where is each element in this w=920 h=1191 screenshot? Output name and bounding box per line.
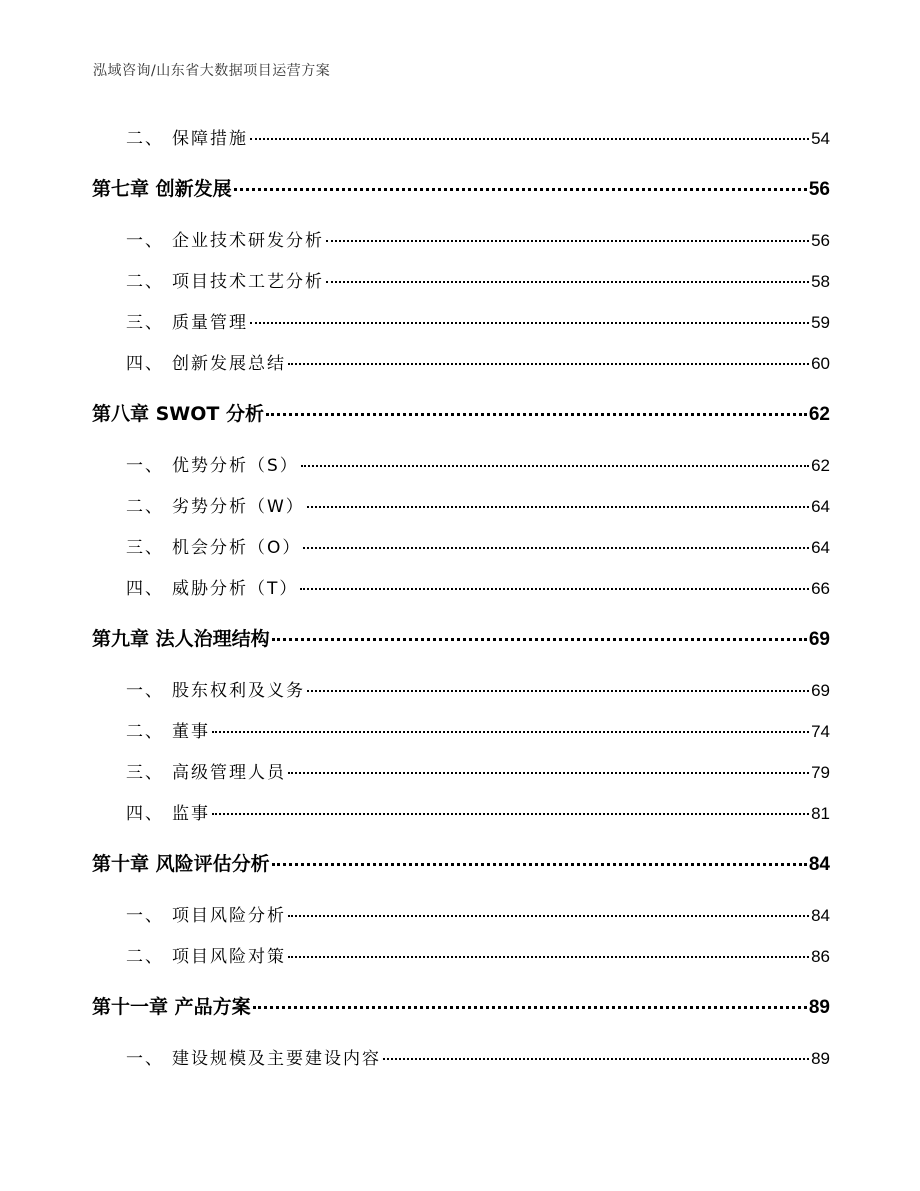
- dot-leader: [272, 863, 807, 866]
- toc-page-number: 89: [811, 1049, 830, 1068]
- toc-section-entry[interactable]: [126, 942, 830, 967]
- toc-entry-label: [126, 124, 248, 149]
- toc-section-entry[interactable]: [126, 676, 830, 701]
- toc-entry-number: 一、: [126, 906, 164, 926]
- toc-entry-label: [126, 308, 248, 333]
- toc-entry-title: 优势分析（S）: [172, 456, 299, 476]
- toc-section-entry[interactable]: [126, 308, 830, 333]
- toc-page-number: 74: [811, 722, 830, 741]
- dot-leader: [253, 1006, 807, 1009]
- toc-entry-label: [126, 799, 210, 824]
- dot-leader: [301, 465, 809, 467]
- dot-leader: [212, 731, 809, 733]
- toc-chapter-entry[interactable]: [92, 174, 830, 201]
- toc-entry-title: 建设规模及主要建设内容: [172, 1049, 381, 1069]
- running-header: 泓域咨询/山东省大数据项目运营方案: [93, 63, 331, 79]
- header-rule: [90, 84, 830, 85]
- toc-entry-number: 四、: [126, 354, 164, 374]
- dot-leader: [212, 813, 809, 815]
- toc-entry-label: [126, 758, 286, 783]
- toc-page-number: 54: [811, 129, 830, 148]
- toc-page-number: 66: [811, 579, 830, 598]
- toc-section-entry[interactable]: [126, 1044, 830, 1069]
- toc-chapter-entry[interactable]: [92, 399, 830, 426]
- toc-entry-label: [126, 717, 210, 742]
- toc-entry-number: 三、: [126, 538, 164, 558]
- toc-entry-title: 企业技术研发分析: [172, 231, 324, 251]
- toc-section-entry[interactable]: [126, 574, 830, 599]
- toc-page-number: 58: [811, 272, 830, 291]
- toc-entry-number: 二、: [126, 722, 164, 742]
- toc-page-number: 79: [811, 763, 830, 782]
- dot-leader: [326, 281, 809, 283]
- toc-entry-title: 股东权利及义务: [172, 681, 305, 701]
- toc-entry-title: 监事: [172, 804, 210, 824]
- toc-entry-title: 第十一章 产品方案: [92, 996, 251, 1018]
- toc-entry-number: 三、: [126, 763, 164, 783]
- toc-section-entry[interactable]: [126, 717, 830, 742]
- toc-entry-label: [126, 226, 324, 251]
- toc-entry-label: [92, 399, 264, 426]
- toc-entry-title: 项目风险分析: [172, 906, 286, 926]
- toc-entry-number: 二、: [126, 947, 164, 967]
- toc-entry-number: 二、: [126, 129, 164, 149]
- toc-entry-title: 机会分析（O）: [172, 538, 302, 558]
- dot-leader: [288, 363, 809, 365]
- dot-leader: [266, 413, 807, 416]
- toc-entry-label: [126, 942, 286, 967]
- toc-entry-title: 质量管理: [172, 313, 248, 333]
- toc-section-entry[interactable]: [126, 124, 830, 149]
- toc-entry-number: 四、: [126, 804, 164, 824]
- toc-entry-title: 第八章 SWOT 分析: [92, 403, 264, 425]
- toc-entry-title: 高级管理人员: [172, 763, 286, 783]
- toc-page-number: 81: [811, 804, 830, 823]
- toc-page-number: 60: [811, 354, 830, 373]
- toc-section-entry[interactable]: [126, 901, 830, 926]
- toc-entry-number: 二、: [126, 272, 164, 292]
- toc-page-number: 56: [811, 231, 830, 250]
- dot-leader: [307, 690, 809, 692]
- toc-entry-label: [92, 849, 270, 876]
- toc-entry-number: 四、: [126, 579, 164, 599]
- toc-entry-title: 项目技术工艺分析: [172, 272, 324, 292]
- toc-page-number: 62: [811, 456, 830, 475]
- toc-page-number: 64: [811, 538, 830, 557]
- toc-page-number: 84: [808, 854, 830, 875]
- dot-leader: [288, 956, 809, 958]
- dot-leader: [250, 322, 809, 324]
- toc-entry-label: [126, 901, 286, 926]
- toc-entry-title: 第十章 风险评估分析: [92, 853, 270, 875]
- toc-entry-label: [92, 624, 270, 651]
- toc-entry-title: 董事: [172, 722, 210, 742]
- toc-page-number: 84: [811, 906, 830, 925]
- dot-leader: [272, 638, 807, 641]
- toc-entry-label: [126, 676, 305, 701]
- toc-section-entry[interactable]: [126, 799, 830, 824]
- toc-entry-label: [126, 574, 298, 599]
- dot-leader: [234, 188, 807, 191]
- toc-entry-title: 劣势分析（W）: [172, 497, 305, 517]
- toc-entry-label: [126, 492, 305, 517]
- toc-section-entry[interactable]: [126, 492, 830, 517]
- dot-leader: [288, 915, 809, 917]
- toc-entry-title: 威胁分析（T）: [172, 579, 299, 599]
- toc-entry-number: 一、: [126, 1049, 164, 1069]
- toc-page-number: 59: [811, 313, 830, 332]
- dot-leader: [250, 138, 809, 140]
- toc-section-entry[interactable]: [126, 451, 830, 476]
- toc-section-entry[interactable]: [126, 349, 830, 374]
- toc-entry-label: [92, 174, 232, 201]
- dot-leader: [300, 588, 809, 590]
- dot-leader: [326, 240, 809, 242]
- toc-section-entry[interactable]: [126, 267, 830, 292]
- toc-entry-title: 第九章 法人治理结构: [92, 628, 270, 650]
- dot-leader: [288, 772, 809, 774]
- dot-leader: [303, 547, 809, 549]
- toc-section-entry[interactable]: [126, 758, 830, 783]
- toc-entry-title: 创新发展总结: [172, 354, 286, 374]
- toc-entry-label: [126, 1044, 381, 1069]
- toc-entry-title: 项目风险对策: [172, 947, 286, 967]
- toc-entry-label: [126, 533, 301, 558]
- toc-entry-label: [92, 992, 251, 1019]
- toc-entry-label: [126, 267, 324, 292]
- toc-entry-number: 三、: [126, 313, 164, 333]
- toc-section-entry[interactable]: [126, 226, 830, 251]
- toc-section-entry[interactable]: [126, 533, 830, 558]
- toc-page-number: 64: [811, 497, 830, 516]
- toc-page-number: 69: [808, 629, 830, 650]
- toc-page-number: 86: [811, 947, 830, 966]
- toc-page-number: 56: [808, 179, 830, 200]
- toc-entry-number: 一、: [126, 456, 164, 476]
- toc-page-number: 89: [808, 997, 830, 1018]
- toc-chapter-entry[interactable]: [92, 849, 830, 876]
- toc-entry-number: 一、: [126, 681, 164, 701]
- toc-chapter-entry[interactable]: [92, 624, 830, 651]
- toc-entry-number: 一、: [126, 231, 164, 251]
- toc-entry-title: 第七章 创新发展: [92, 178, 232, 200]
- toc-entry-title: 保障措施: [172, 129, 248, 149]
- dot-leader: [307, 506, 809, 508]
- toc-page-number: 69: [811, 681, 830, 700]
- dot-leader: [383, 1058, 809, 1060]
- toc-entry-number: 二、: [126, 497, 164, 517]
- toc-chapter-entry[interactable]: [92, 992, 830, 1019]
- toc-entry-label: [126, 349, 286, 374]
- toc-entry-label: [126, 451, 299, 476]
- toc-page-number: 62: [808, 404, 830, 425]
